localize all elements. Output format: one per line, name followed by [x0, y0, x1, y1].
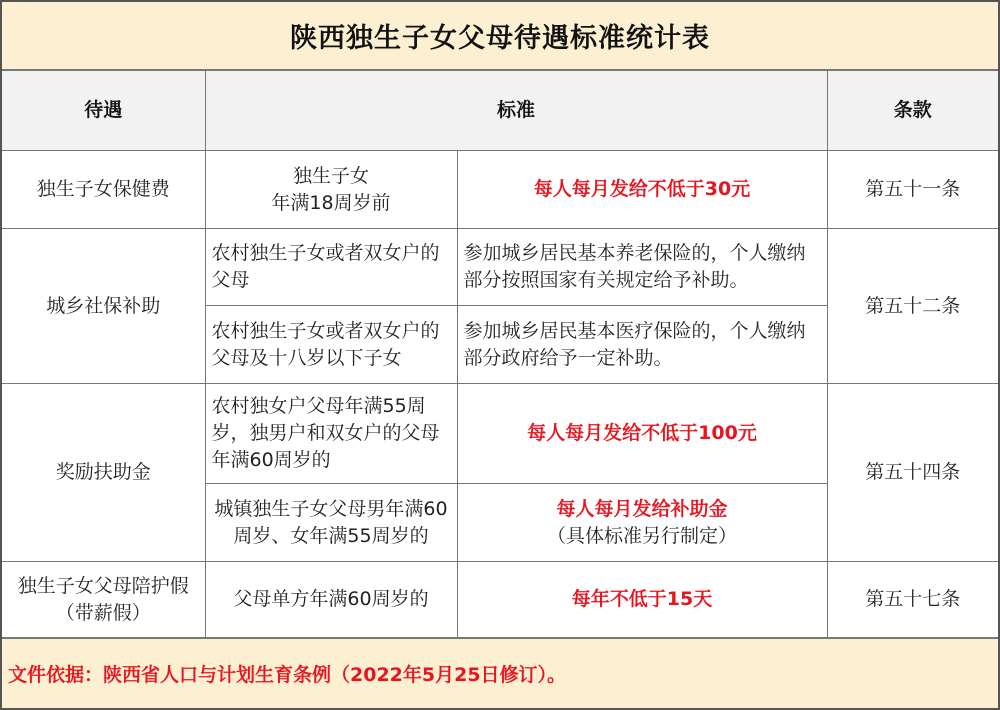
clause-cell: 第五十七条 [827, 562, 998, 638]
standard-note: （具体标准另行制定） [547, 524, 738, 547]
treatment-line: （带薪假） [55, 601, 151, 624]
standard-cell: 每年不低于15天 [457, 562, 827, 638]
condition-cell: 城镇独生子女父母男年满60周岁、女年满55周岁的 [205, 484, 457, 562]
standard-cell: 参加城乡居民基本养老保险的，个人缴纳部分按照国家有关规定给予补助。 [457, 229, 827, 306]
condition-line: 独生子女 [292, 164, 369, 187]
header-treatment: 待遇 [2, 71, 205, 151]
clause-cell: 第五十二条 [827, 229, 998, 384]
page-title: 陕西独生子女父母待遇标准统计表 [2, 2, 998, 70]
treatment-cell: 奖励扶助金 [2, 384, 205, 562]
condition-cell: 父母单方年满60周岁的 [205, 562, 457, 638]
clause-cell: 第五十四条 [827, 384, 998, 562]
header-clause: 条款 [827, 71, 998, 151]
treatment-cell: 独生子女保健费 [2, 151, 205, 229]
standard-cell: 参加城乡居民基本医疗保险的，个人缴纳部分政府给予一定补助。 [457, 306, 827, 384]
table-row [2, 151, 998, 229]
treatment-line: 独生子女父母陪护假 [17, 574, 189, 597]
condition-cell: 农村独生子女或者双女户的父母 [205, 229, 457, 306]
treatment-cell [2, 562, 205, 638]
header-standard: 标准 [205, 71, 827, 151]
standard-cell [457, 484, 827, 562]
condition-cell: 农村独生子女或者双女户的父母及十八岁以下子女 [205, 306, 457, 384]
table-row [2, 229, 998, 306]
treatment-cell: 城乡社保补助 [2, 229, 205, 384]
standard-cell: 每人每月发给不低于30元 [457, 151, 827, 229]
condition-cell: 农村独女户父母年满55周岁，独男户和双女户的父母年满60周岁的 [205, 384, 457, 484]
clause-cell: 第五十一条 [827, 151, 998, 229]
condition-line: 年满18周岁前 [271, 191, 391, 214]
table-row [2, 562, 998, 638]
standard-line: 每人每月发给补助金 [556, 497, 728, 520]
benefits-table [2, 70, 998, 638]
condition-cell [205, 151, 457, 229]
table-header-row [2, 71, 998, 151]
standard-cell: 每人每月发给不低于100元 [457, 384, 827, 484]
document-basis-note: 文件依据：陕西省人口与计划生育条例（2022年5月25日修订）。 [2, 638, 998, 708]
table-row [2, 384, 998, 484]
